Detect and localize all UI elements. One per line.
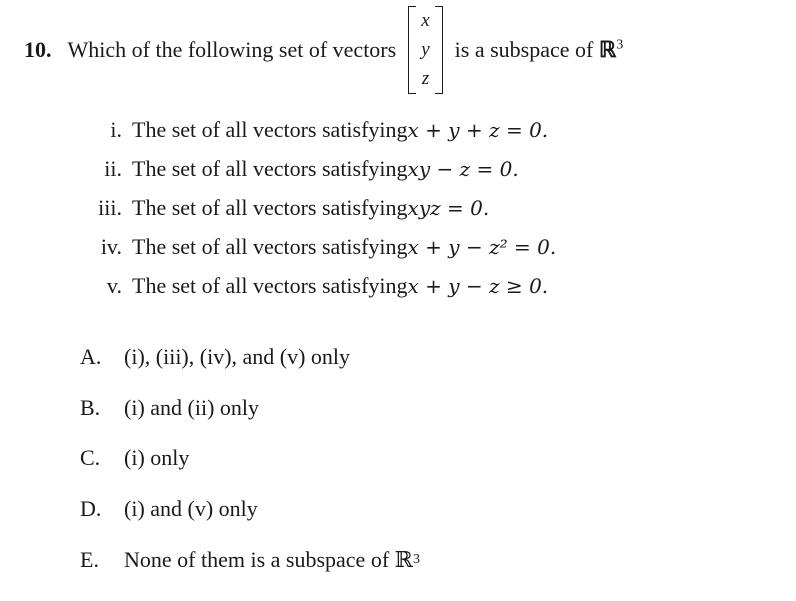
space-exponent: 3 bbox=[616, 37, 624, 53]
statement-item bbox=[76, 149, 556, 188]
choice-text: (i) and (ii) only bbox=[124, 394, 260, 420]
answer-choice-d[interactable] bbox=[80, 484, 420, 535]
statement-equation: x + y − z ≥ 0. bbox=[407, 273, 549, 298]
answer-choices bbox=[80, 332, 420, 585]
answer-choice-e[interactable]: E. None of them is a subspace of ℝ 3 bbox=[80, 546, 420, 572]
choice-text: None of them is a subspace of ℝ bbox=[124, 546, 413, 572]
vector-components bbox=[416, 6, 434, 94]
question-number: 10. bbox=[24, 37, 52, 62]
statement-list bbox=[76, 110, 556, 305]
vector-component-z: z bbox=[421, 68, 430, 90]
statement-label: iv. bbox=[100, 233, 122, 259]
real-space-symbol: ℝ bbox=[598, 37, 617, 62]
choice-letter: C. bbox=[80, 445, 101, 471]
statement-text: The set of all vectors satisfying bbox=[132, 155, 408, 181]
statement-label: v. bbox=[106, 272, 122, 298]
statement-label: i. bbox=[110, 116, 122, 142]
choice-letter: E. bbox=[80, 546, 99, 572]
question-text: Which of the following set of vectors bbox=[67, 37, 397, 62]
statement-equation: xyz = 0. bbox=[407, 195, 490, 220]
statement-label: ii. bbox=[104, 155, 122, 181]
column-vector bbox=[408, 6, 442, 94]
answer-choice-c[interactable] bbox=[80, 433, 420, 484]
statement-equation: x + y + z = 0. bbox=[407, 117, 549, 142]
statement-item bbox=[76, 266, 556, 305]
statement-label: iii. bbox=[98, 194, 122, 220]
choice-letter: B. bbox=[80, 394, 101, 420]
statement-item bbox=[76, 110, 556, 149]
vector-component-x: x bbox=[421, 9, 430, 31]
choice-letter: A. bbox=[80, 344, 102, 370]
right-bracket bbox=[435, 6, 443, 94]
left-bracket bbox=[408, 6, 416, 94]
choice-text: (i) only bbox=[124, 445, 190, 471]
statement-text: The set of all vectors satisfying bbox=[132, 116, 408, 142]
choice-letter: D. bbox=[80, 496, 102, 522]
choice-text: (i) and (v) only bbox=[124, 496, 258, 522]
statement-equation: x + y − z² = 0. bbox=[407, 234, 557, 259]
statement-item bbox=[76, 227, 556, 266]
statement-item bbox=[76, 188, 556, 227]
question-tail bbox=[455, 37, 624, 63]
choice-text: (i), (iii), (iv), and (v) only bbox=[124, 344, 351, 370]
statement-text: The set of all vectors satisfying bbox=[132, 194, 408, 220]
question-tail-text: is a subspace of bbox=[454, 37, 599, 62]
statement-text: The set of all vectors satisfying bbox=[132, 233, 408, 259]
answer-choice-b[interactable] bbox=[80, 383, 420, 434]
statement-text: The set of all vectors satisfying bbox=[132, 272, 408, 298]
question-header bbox=[24, 6, 623, 94]
statement-equation: xy − z = 0. bbox=[407, 156, 519, 181]
answer-choice-a[interactable] bbox=[80, 332, 420, 383]
vector-component-y: y bbox=[421, 38, 430, 60]
